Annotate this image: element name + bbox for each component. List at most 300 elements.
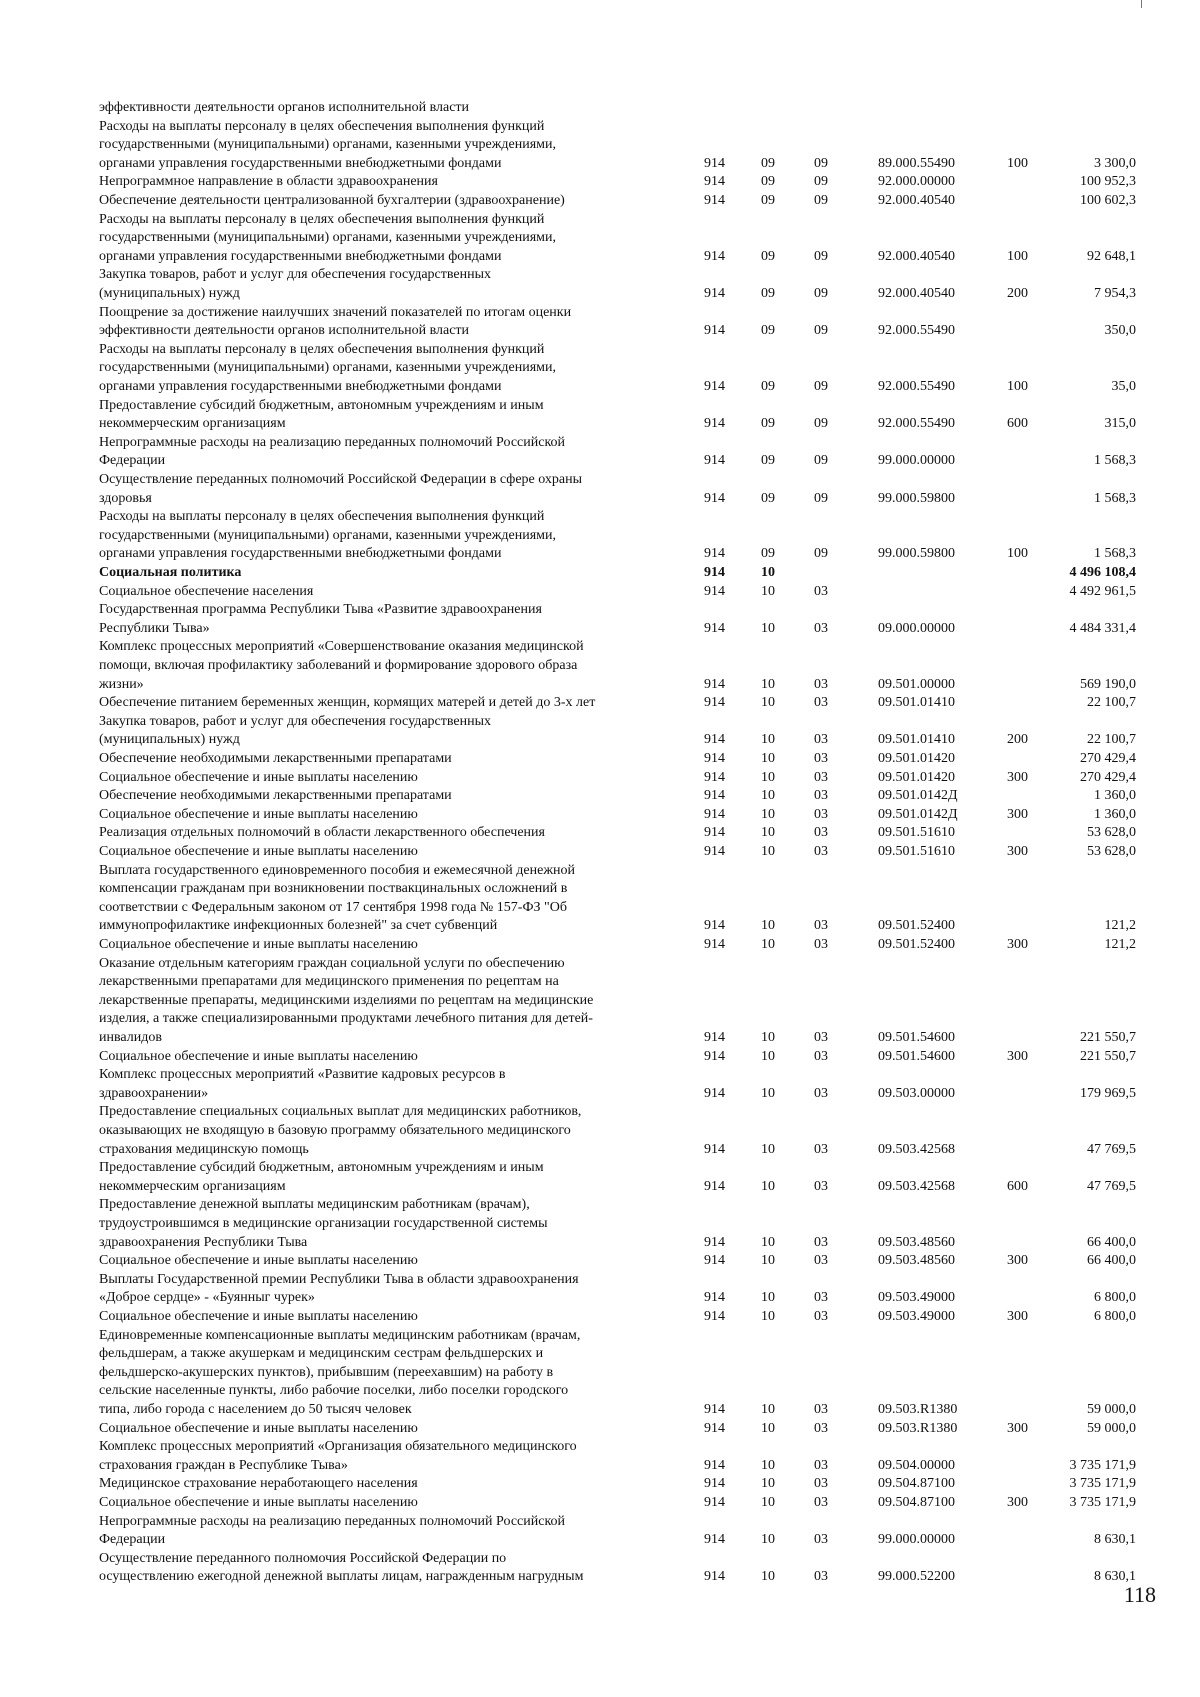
- code-section: 10: [761, 769, 775, 785]
- table-row: [0, 397, 1200, 415]
- code-target-article: 09.501.51610: [878, 844, 955, 859]
- row-description: Расходы на выплаты персоналу в целях обеспечения выполнения функций: [99, 118, 545, 134]
- code-subsection: 03: [814, 788, 828, 804]
- code-ministry: 914: [704, 416, 725, 432]
- code-subsection: 03: [814, 1030, 828, 1045]
- table-row: [0, 527, 1200, 545]
- table-row: [0, 136, 1200, 154]
- row-description: Расходы на выплаты персоналу в целях обеспечения выполнения функций: [99, 341, 545, 357]
- row-description: Расходы на выплаты персоналу в целях обеспечения выполнения функций: [99, 509, 545, 525]
- amount: 1 568,3: [1094, 453, 1136, 469]
- code-ministry: 914: [704, 1253, 725, 1269]
- code-ministry: 914: [704, 453, 725, 469]
- code-subsection: 03: [814, 1141, 828, 1157]
- table-row: [0, 266, 1200, 284]
- code-subsection: 09: [814, 193, 828, 208]
- row-description: Реализация отдельных полномочий в области лекарственного обеспечения: [99, 825, 545, 841]
- row-description: здравоохранения Республики Тыва: [99, 1234, 308, 1250]
- row-description: некоммерческим организациям: [99, 1178, 286, 1194]
- row-description: органами управления государственными внебюджетными фондами: [99, 248, 502, 264]
- row-description: Непрограммные расходы на реализацию переданных полномочий Российской: [99, 434, 566, 450]
- table-row: [0, 638, 1200, 656]
- code-section: 09: [761, 323, 775, 339]
- row-description: здоровья: [99, 490, 152, 506]
- table-row: [0, 564, 1200, 582]
- row-description: лекарственными препаратами для медицинского применения по рецептам на: [99, 974, 559, 990]
- amount: 6 800,0: [1094, 1290, 1136, 1306]
- table-row: [0, 304, 1200, 322]
- code-ministry: 914: [704, 751, 725, 766]
- code-section: 10: [761, 1532, 775, 1548]
- amount: 22 100,7: [1087, 695, 1136, 711]
- row-description: жизни»: [99, 676, 144, 692]
- row-description: лекарственные препараты, медицинскими изделиями по рецептам на медицинские: [99, 992, 594, 1008]
- table-row: [0, 620, 1200, 638]
- table-row: [0, 1141, 1200, 1159]
- table-row: [0, 657, 1200, 675]
- code-expense-type: 300: [1007, 806, 1028, 822]
- code-subsection: 03: [814, 1532, 828, 1548]
- code-target-article: 99.000.00000: [878, 453, 955, 469]
- table-row: [0, 1438, 1200, 1456]
- code-subsection: 03: [814, 937, 828, 952]
- code-ministry: 914: [704, 676, 725, 692]
- table-row: [0, 862, 1200, 880]
- code-target-article: 99.000.59800: [878, 546, 955, 562]
- code-target-article: 09.503.48560: [878, 1253, 955, 1269]
- row-description: Обеспечение необходимыми лекарственными препаратами: [99, 751, 452, 766]
- amount: 59 000,0: [1087, 1420, 1136, 1436]
- code-expense-type: 100: [1007, 546, 1028, 562]
- table-row: [0, 899, 1200, 917]
- amount: 3 300,0: [1094, 155, 1136, 171]
- row-description: Комплекс процессных мероприятий «Организация обязательного медицинского: [99, 1439, 577, 1455]
- code-target-article: 09.501.54600: [878, 1030, 955, 1045]
- code-target-article: 09.501.01420: [878, 769, 955, 785]
- table-row: [0, 248, 1200, 266]
- code-ministry: 914: [704, 695, 725, 711]
- row-description: Единовременные компенсационные выплаты медицинским работникам (врачам,: [99, 1327, 581, 1343]
- row-description: Предоставление денежной выплаты медицинским работникам (врачам),: [99, 1197, 530, 1213]
- code-expense-type: [1007, 583, 1051, 601]
- amount: 569 190,0: [1080, 676, 1136, 692]
- code-section: 09: [761, 453, 775, 469]
- table-row: [0, 917, 1200, 935]
- code-ministry: 914: [704, 1309, 725, 1324]
- code-subsection: 03: [814, 1290, 828, 1306]
- code-subsection: [814, 564, 850, 582]
- code-ministry: 914: [704, 1420, 725, 1436]
- code-target-article: 09.501.00000: [878, 676, 955, 692]
- code-subsection: 03: [814, 1402, 828, 1417]
- row-description: компенсации гражданам при возникновении поствакцинальных осложнений в: [99, 881, 568, 897]
- amount: 1 360,0: [1094, 788, 1136, 804]
- code-subsection: 03: [814, 1420, 828, 1436]
- code-section: 10: [761, 1309, 775, 1324]
- code-section: 10: [761, 1234, 775, 1250]
- row-description: Закупка товаров, работ и услуг для обеспечения государственных: [99, 713, 492, 729]
- code-ministry: 914: [704, 1290, 725, 1306]
- code-section: 09: [761, 155, 775, 171]
- code-expense-type: 300: [1007, 937, 1028, 952]
- code-subsection: 03: [814, 620, 828, 636]
- code-subsection: 09: [814, 174, 828, 190]
- row-description: Республики Тыва»: [99, 620, 210, 636]
- row-description: Федерации: [99, 1532, 166, 1548]
- code-expense-type: [1007, 917, 1051, 935]
- code-target-article: 09.503.42568: [878, 1178, 955, 1194]
- code-subsection: 03: [814, 1569, 828, 1585]
- code-subsection: 03: [814, 1309, 828, 1324]
- table-row: [0, 1457, 1200, 1475]
- row-description: государственными (муниципальными) органами, казенными учреждениями,: [99, 137, 556, 153]
- code-ministry: 914: [704, 1569, 725, 1585]
- code-expense-type: [1007, 1475, 1051, 1493]
- row-description: Социальное обеспечение и иные выплаты населению: [99, 1048, 418, 1064]
- code-subsection: 03: [814, 1234, 828, 1250]
- code-expense-type: [1007, 322, 1051, 340]
- code-ministry: 914: [704, 1476, 725, 1492]
- code-expense-type: 600: [1007, 1178, 1028, 1194]
- row-description: (муниципальных) нужд: [99, 286, 240, 301]
- code-subsection: 03: [814, 1178, 828, 1194]
- code-expense-type: 200: [1007, 286, 1028, 301]
- table-row: [0, 824, 1200, 842]
- code-ministry: 914: [704, 1495, 725, 1510]
- code-ministry: 914: [704, 918, 725, 934]
- row-description: Социальное обеспечение и иные выплаты населению: [99, 844, 418, 859]
- row-description: помощи, включая профилактику заболеваний и формирование здорового образа: [99, 658, 578, 673]
- row-description: Социальное обеспечение населения: [99, 583, 314, 599]
- code-target-article: 09.501.54600: [878, 1048, 955, 1064]
- row-description: органами управления государственными внебюджетными фондами: [99, 546, 502, 562]
- row-description: Предоставление субсидий бюджетным, автономным учреждениям и иным: [99, 1160, 544, 1176]
- code-section: 09: [761, 379, 775, 394]
- code-target-article: 09.504.00000: [878, 1457, 955, 1473]
- code-subsection: 09: [814, 490, 828, 506]
- table-row: [0, 1327, 1200, 1345]
- code-target-article: 09.501.0142Д: [878, 788, 958, 804]
- table-row: [0, 1345, 1200, 1363]
- code-target-article: [878, 583, 998, 601]
- table-row: [0, 378, 1200, 396]
- code-section: 10: [761, 1085, 775, 1101]
- code-target-article: 92.000.40540: [878, 286, 955, 301]
- table-row: [0, 1178, 1200, 1196]
- amount: 3 735 171,9: [1069, 1457, 1136, 1473]
- code-target-article: 92.000.40540: [878, 248, 955, 264]
- table-row: [0, 1475, 1200, 1493]
- table-row: [0, 1513, 1200, 1531]
- row-description: Социальное обеспечение и иные выплаты населению: [99, 1495, 418, 1510]
- row-description: Социальное обеспечение и иные выплаты населению: [99, 1309, 418, 1324]
- table-row: [0, 1271, 1200, 1289]
- code-target-article: 92.000.55490: [878, 323, 955, 339]
- row-description: государственными (муниципальными) органами, казенными учреждениями,: [99, 527, 556, 543]
- code-ministry: 914: [704, 732, 725, 748]
- table-row: [0, 1494, 1200, 1512]
- code-expense-type: [1007, 1401, 1051, 1419]
- code-target-article: 09.504.87100: [878, 1476, 955, 1492]
- code-ministry: 914: [704, 248, 725, 264]
- table-row: [0, 229, 1200, 247]
- code-ministry: 914: [704, 1030, 725, 1045]
- amount: 66 400,0: [1087, 1253, 1136, 1269]
- code-section: 09: [761, 490, 775, 506]
- code-section: 10: [761, 806, 775, 822]
- table-row: [0, 118, 1200, 136]
- row-description: типа, либо города с населением до 50 тысяч человек: [99, 1402, 412, 1417]
- amount: 35,0: [1111, 379, 1136, 394]
- row-description: Обеспечение необходимыми лекарственными препаратами: [99, 788, 452, 804]
- table-row: [0, 1103, 1200, 1121]
- code-expense-type: 300: [1007, 769, 1028, 785]
- code-expense-type: 200: [1007, 732, 1028, 748]
- table-row: [0, 1066, 1200, 1084]
- row-description: фельдшерско-акушерских пунктов), прибывшим (переехавшим) на работу в: [99, 1364, 554, 1380]
- code-section: 10: [761, 1253, 775, 1269]
- code-ministry: 914: [704, 286, 725, 301]
- code-ministry: 914: [704, 1141, 725, 1157]
- code-section: 10: [761, 1178, 775, 1194]
- code-section: 09: [761, 546, 775, 562]
- code-section: 09: [761, 286, 775, 301]
- row-description: «Доброе сердце» - «Буянныг чурек»: [99, 1290, 315, 1306]
- table-row: [0, 508, 1200, 526]
- amount: 100 602,3: [1080, 193, 1136, 208]
- code-section: 10: [761, 1290, 775, 1306]
- page-number: 118: [1123, 1582, 1156, 1607]
- code-expense-type: 300: [1007, 1495, 1028, 1510]
- code-ministry: 914: [704, 1457, 725, 1473]
- code-target-article: 09.501.0142Д: [878, 806, 958, 822]
- code-expense-type: [1007, 1141, 1051, 1159]
- code-ministry: 914: [704, 1048, 725, 1064]
- amount: 47 769,5: [1087, 1178, 1136, 1194]
- table-row: [0, 769, 1200, 787]
- code-expense-type: 300: [1007, 1420, 1028, 1436]
- code-target-article: 09.000.00000: [878, 620, 955, 636]
- code-subsection: 09: [814, 286, 828, 301]
- table-row: [0, 601, 1200, 619]
- code-section: 10: [761, 1569, 775, 1585]
- table-row: [0, 583, 1200, 601]
- amount: 121,2: [1104, 937, 1136, 952]
- row-description: Осуществление переданного полномочия Российской Федерации по: [99, 1550, 507, 1566]
- amount: 315,0: [1104, 416, 1136, 432]
- table-row: [0, 173, 1200, 191]
- code-subsection: 03: [814, 1476, 828, 1492]
- table-row: [0, 415, 1200, 433]
- code-subsection: 03: [814, 844, 828, 859]
- code-expense-type: [1007, 694, 1051, 712]
- amount: 8 630,1: [1094, 1569, 1136, 1585]
- code-subsection: 03: [814, 695, 828, 711]
- amount: 270 429,4: [1080, 751, 1136, 766]
- code-ministry: 914: [704, 490, 725, 506]
- table-row: [0, 211, 1200, 229]
- amount: 4 492 961,5: [1069, 583, 1136, 599]
- code-section: 10: [761, 825, 775, 841]
- row-description: Социальное обеспечение и иные выплаты населению: [99, 806, 418, 822]
- table-row: [0, 1531, 1200, 1549]
- code-section: 10: [761, 1030, 775, 1045]
- amount: 66 400,0: [1087, 1234, 1136, 1250]
- table-row: [0, 694, 1200, 712]
- code-ministry: 914: [704, 1178, 725, 1194]
- code-section: 10: [761, 1048, 775, 1064]
- code-ministry: 914: [704, 788, 725, 804]
- code-expense-type: 100: [1007, 155, 1028, 171]
- table-row: [0, 1048, 1200, 1066]
- code-subsection: 03: [814, 825, 828, 841]
- row-description: Социальная политика: [99, 565, 242, 580]
- table-row: [0, 1122, 1200, 1140]
- row-description: соответствии с Федеральным законом от 17 сентября 1998 года № 157-ФЗ "Об: [99, 899, 567, 915]
- code-expense-type: [1007, 787, 1051, 805]
- code-section: 10: [761, 1495, 775, 1510]
- code-expense-type: [1007, 1568, 1051, 1586]
- row-description: Непрограммные расходы на реализацию переданных полномочий Российской: [99, 1513, 566, 1529]
- table-row: [0, 359, 1200, 377]
- code-target-article: 09.503.R1380: [878, 1420, 958, 1436]
- amount: 3 735 171,9: [1069, 1476, 1136, 1492]
- row-description: Выплата государственного единовременного пособия и ежемесячной денежной: [99, 862, 575, 878]
- row-description: фельдшерам, а также акушеркам и медицинским сестрам фельдшерских и: [99, 1346, 544, 1362]
- amount: 59 000,0: [1087, 1402, 1136, 1417]
- code-subsection: 03: [814, 1048, 828, 1064]
- code-section: 10: [761, 583, 775, 599]
- code-expense-type: [1007, 620, 1051, 638]
- table-row: [0, 99, 1200, 117]
- table-row: [0, 192, 1200, 210]
- code-ministry: 914: [704, 1402, 725, 1417]
- amount: 4 484 331,4: [1069, 620, 1136, 636]
- amount: 1 568,3: [1094, 546, 1136, 562]
- code-target-article: 09.501.52400: [878, 937, 955, 952]
- code-section: 10: [761, 1402, 775, 1417]
- row-description: иммунопрофилактике инфекционных болезней" за счет субвенций: [99, 918, 498, 934]
- code-section: 10: [761, 918, 775, 934]
- code-target-article: 99.000.00000: [878, 1532, 955, 1548]
- code-ministry: 914: [704, 825, 725, 841]
- row-description: осуществлению ежегодной денежной выплаты лицам, награжденным нагрудным: [99, 1569, 584, 1585]
- code-target-article: 09.503.42568: [878, 1141, 955, 1157]
- row-description: Социальное обеспечение и иные выплаты населению: [99, 769, 418, 785]
- amount: 3 735 171,9: [1069, 1495, 1136, 1510]
- row-description: инвалидов: [99, 1030, 162, 1045]
- code-target-article: 99.000.52200: [878, 1569, 955, 1585]
- table-row: [0, 1252, 1200, 1270]
- table-row: [0, 1289, 1200, 1307]
- code-subsection: 09: [814, 453, 828, 469]
- code-target-article: 92.000.00000: [878, 174, 955, 190]
- code-expense-type: [1007, 676, 1051, 694]
- table-row: [0, 1029, 1200, 1047]
- code-expense-type: [1007, 824, 1051, 842]
- code-ministry: 914: [704, 1532, 725, 1548]
- amount: 22 100,7: [1087, 732, 1136, 748]
- code-expense-type: [1007, 1234, 1051, 1252]
- row-description: здравоохранении»: [99, 1085, 209, 1101]
- table-row: [0, 434, 1200, 452]
- row-description: (муниципальных) нужд: [99, 732, 240, 748]
- code-expense-type: [1007, 750, 1051, 768]
- amount: 92 648,1: [1087, 248, 1136, 264]
- code-expense-type: [1007, 1029, 1051, 1047]
- amount: 1 360,0: [1094, 806, 1136, 822]
- code-subsection: 09: [814, 323, 828, 339]
- row-description: Обеспечение деятельности централизованной бухгалтерии (здравоохранение): [99, 193, 565, 208]
- code-subsection: 09: [814, 416, 828, 432]
- code-ministry: 914: [704, 937, 725, 952]
- row-description: Комплекс процессных мероприятий «Совершенствование оказания медицинской: [99, 639, 584, 655]
- row-description: Осуществление переданных полномочий Российской Федерации в сфере охраны: [99, 472, 583, 487]
- code-section: 09: [761, 193, 775, 208]
- code-target-article: 89.000.55490: [878, 155, 955, 171]
- code-target-article: 09.501.01410: [878, 732, 955, 748]
- amount: 53 628,0: [1087, 825, 1136, 841]
- amount: 121,2: [1104, 918, 1136, 934]
- table-row: [0, 973, 1200, 991]
- code-subsection: 03: [814, 1495, 828, 1510]
- row-description: трудоустроившимся в медицинские организации государственной системы: [99, 1216, 548, 1231]
- code-section: 10: [761, 844, 775, 859]
- code-target-article: 09.504.87100: [878, 1495, 955, 1510]
- row-description: изделия, а также специализированными продуктами лечебного питания для детей-: [99, 1011, 593, 1027]
- code-ministry: 914: [704, 806, 725, 822]
- code-ministry: 914: [704, 620, 725, 636]
- code-subsection: 09: [814, 546, 828, 562]
- code-section: 10: [761, 676, 775, 692]
- code-ministry: 914: [704, 844, 725, 859]
- code-expense-type: 100: [1007, 248, 1028, 264]
- amount: 350,0: [1104, 323, 1136, 339]
- code-section: 10: [761, 1457, 775, 1473]
- table-row: [0, 1196, 1200, 1214]
- code-section: 10: [761, 732, 775, 748]
- table-row: [0, 1234, 1200, 1252]
- row-description: некоммерческим организациям: [99, 416, 286, 432]
- amount: 7 954,3: [1094, 286, 1136, 301]
- table-row: [0, 750, 1200, 768]
- code-section: 10: [761, 1420, 775, 1436]
- table-row: [0, 545, 1200, 563]
- row-description: эффективности деятельности органов исполнительной власти: [99, 100, 470, 115]
- code-ministry: 914: [704, 769, 725, 785]
- table-row: [0, 1010, 1200, 1028]
- row-description: Оказание отдельным категориям граждан социальной услуги по обеспечению: [99, 955, 565, 971]
- code-section: 10: [761, 695, 775, 711]
- table-row: [0, 676, 1200, 694]
- code-expense-type: [1007, 1531, 1051, 1549]
- code-target-article: 09.503.00000: [878, 1085, 955, 1101]
- code-subsection: 09: [814, 155, 828, 171]
- code-subsection: 03: [814, 1253, 828, 1269]
- code-expense-type: [1007, 1085, 1051, 1103]
- table-row: [0, 341, 1200, 359]
- code-ministry: 914: [704, 1085, 725, 1101]
- code-section: 09: [761, 416, 775, 432]
- row-description: Обеспечение питанием беременных женщин, кормящих матерей и детей до 3-х лет: [99, 695, 596, 711]
- code-section: 10: [761, 620, 775, 636]
- code-section: 10: [761, 937, 775, 952]
- row-description: Непрограммное направление в области здравоохранения: [99, 174, 438, 190]
- code-target-article: 99.000.59800: [878, 490, 955, 506]
- code-target-article: 92.000.40540: [878, 193, 955, 208]
- row-description: Поощрение за достижение наилучших значений показателей по итогам оценки: [99, 304, 572, 320]
- table-row: [0, 806, 1200, 824]
